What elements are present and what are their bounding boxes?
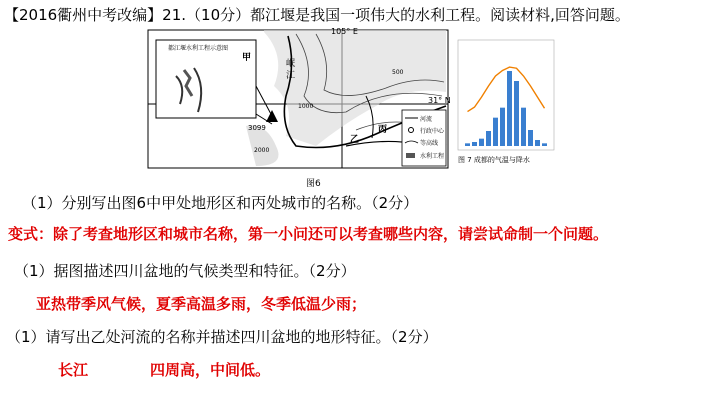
answer-2: 亚热带季风气候，夏季高温多雨，冬季低温少雨；: [36, 295, 367, 313]
longitude-label: 105° E: [331, 27, 358, 36]
question-title: 【2016衢州中考改编】21.（10分）都江堰是我国一项伟大的水利工程。阅读材料,回答问题。: [4, 6, 630, 24]
inset-title: 都江堰水利工程示意图: [168, 45, 229, 52]
precipitation-bar: [479, 139, 484, 146]
precipitation-bar: [465, 143, 470, 146]
precipitation-bar: [493, 118, 498, 146]
label-jiang: 江: [286, 71, 296, 81]
answer-3-terrain: 四周高，中间低。: [150, 361, 271, 379]
latitude-label: 31° N: [428, 96, 451, 105]
legend-contour: 等高线: [420, 140, 439, 147]
legend-river: 河流: [420, 116, 433, 123]
precipitation-bar: [486, 131, 491, 146]
precipitation-bar: [507, 71, 512, 146]
question-3: （1）请写出乙处河流的名称并描述四川盆地的地形特征。（2分）: [6, 328, 438, 346]
precipitation-bar: [528, 130, 533, 146]
label-bing: 丙: [378, 125, 388, 135]
variant-prompt: 变式：除了考查地形区和城市名称，第一小问还可以考查哪些内容，请尝试命制一个问题。: [8, 225, 609, 243]
precipitation-bar: [500, 108, 505, 146]
label-jia: 甲: [242, 53, 252, 63]
elevation-label: 3099: [248, 124, 266, 132]
figure7-caption: 图 7 成都的气温与降水: [458, 156, 530, 164]
figure6-caption: 图6: [306, 179, 321, 188]
figure-area: [146, 26, 592, 188]
question-1: （1）分别写出图6中甲处地形区和丙处城市的名称。（2分）: [22, 194, 419, 212]
legend-city: 行政中心: [420, 128, 445, 135]
label-min: 岷: [286, 59, 296, 69]
question-2: （1）据图描述四川盆地的气候类型和特征。（2分）: [14, 262, 356, 280]
contour-label: 2000: [254, 147, 270, 154]
precipitation-bar: [521, 108, 526, 146]
legend-project: 水利工程: [420, 153, 445, 160]
contour-label: 500: [392, 69, 404, 76]
label-yi: 乙: [350, 135, 360, 145]
sichuan-map-figure: [146, 26, 592, 188]
answer-3-river: 长江: [58, 361, 89, 379]
precipitation-bar: [514, 81, 519, 146]
contour-label: 1000: [298, 103, 314, 110]
precipitation-bar: [542, 143, 547, 146]
climate-chart: [458, 40, 554, 164]
precipitation-bar: [472, 142, 477, 146]
precipitation-bar: [535, 140, 540, 146]
